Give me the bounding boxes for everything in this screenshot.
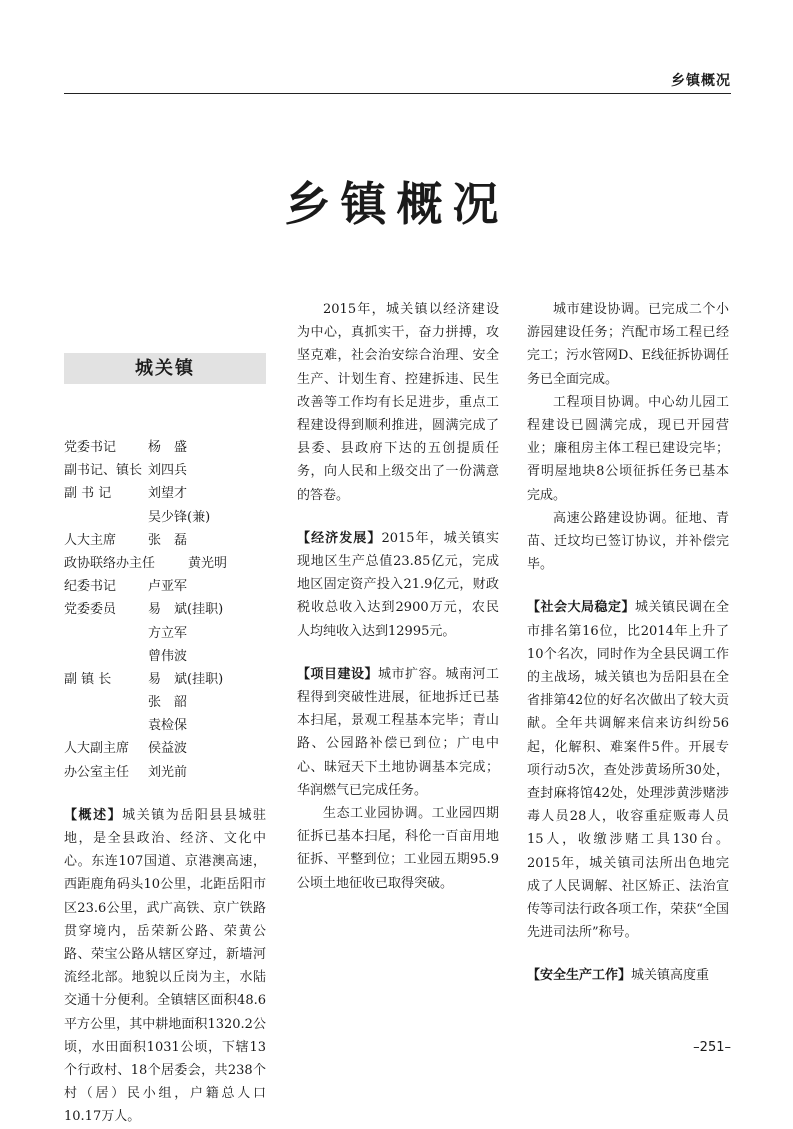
leader-row	[64, 761, 266, 784]
leader-title: 人大主席	[64, 532, 117, 548]
leader-name: 刘四兵	[148, 463, 188, 479]
leader-list	[64, 436, 266, 784]
leader-row	[64, 506, 266, 529]
economy-tag: 【经济发展】	[297, 530, 382, 546]
projects-paragraph	[297, 663, 499, 802]
leader-name: 杨 盛	[148, 440, 188, 455]
leader-row	[64, 714, 266, 737]
safety-paragraph	[527, 964, 729, 987]
leader-title	[64, 622, 148, 645]
leader-row	[64, 645, 266, 668]
leader-title	[64, 506, 148, 529]
leader-name: 方立军	[148, 625, 188, 641]
economy-paragraph	[297, 527, 499, 643]
page-title: 乡镇概况	[284, 177, 509, 231]
leader-title: 纪委书记	[64, 579, 117, 595]
leader-title: 人大副主席	[64, 741, 130, 757]
leader-row	[64, 482, 266, 505]
industrial-park-paragraph: 生态工业园协调。工业园四期征拆已基本扫尾，科伦一百亩用地征拆、平整到位；工业园五期95.9公顷土地征收已取得突破。	[297, 806, 499, 891]
leader-row	[64, 529, 266, 552]
leader-row	[64, 436, 266, 459]
leader-name: 卢亚军	[148, 579, 188, 595]
overview-text: 城关镇为岳阳县县城驻地，是全县政治、经济、文化中心。东连107国道、京港澳高速，西距鹿角码头10公里，北距岳阳市区23.6公里，武广高铁、京广铁路贯穿境内，岳荣新公路、荣黄公路、荣宝公路从辖区穿过，新墙河流经北部。地貌以丘岗为主，水陆交通十分便利。全镇辖区面积48.6平方公里，其中耕地面积1320.2公顷，水田面积1031公顷，下辖13个行政村、18个居委会，共238个村（居）民小组，户籍总人口10.17万人。	[64, 807, 266, 1125]
running-header: 乡镇概况	[671, 73, 731, 89]
leader-row	[64, 691, 266, 714]
stability-text: 城关镇民调在全市排名第16位，比2014年上升了10个名次，同时作为全县民调工作的主战场，城关镇也为岳阳县在全省排第42位的好名次做出了较大贡献。全年共调解来信来访纠纷56起，化解积、难案件5件。开展专项行动5次，查处涉黄场所30处，查封麻将馆42处，处理涉黄涉赌涉毒人员28人，收容重症贩毒人员15人，收缴涉赌工具130台。2015年，城关镇司法所出色地完成了人民调解、社区矫正、法治宣传等司法行政各项工作，荣获“全国先进司法所”称号。	[527, 600, 729, 941]
expressway-paragraph: 高速公路建设协调。征地、青苗、迁坟均已签订协议，并补偿完毕。	[527, 510, 729, 573]
leader-row	[64, 622, 266, 645]
leader-row	[64, 598, 266, 621]
safety-text: 城关镇高度重	[631, 968, 710, 984]
projects-text: 城市扩容。城南河工程得到突破性进展，征地拆迁已基本扫尾，景观工程基本完毕；青山路、公园路补偿已到位；广电中心、昧冠天下土地协调基本完成；华润燃气已完成任务。	[297, 666, 499, 798]
leader-title	[64, 645, 148, 668]
overview-paragraph	[64, 804, 266, 1129]
economy-text: 2015年，城关镇实现地区生产总值23.85亿元，完成地区固定资产投入21.9亿元，财政税收总收入达到2900万元，农民人均纯收入达到12995元。	[297, 530, 499, 639]
leader-title: 党委委员	[64, 602, 117, 618]
leader-row	[64, 459, 266, 482]
leader-name: 刘望才	[148, 486, 188, 502]
leader-name: 易 斌(挂职)	[148, 602, 224, 618]
summary-paragraph: 2015年，城关镇以经济建设为中心，真抓实干，奋力拼搏，攻坚克难，社会治安综合治理、安全生产、计划生育、控建拆违、民生改善等工作均有长足进步，重点工程建设得到顺利推进，圆满完成了县委、县政府下达的五创提质任务，向人民和上级交出了一份满意的答卷。	[297, 302, 499, 503]
page-number: –251–	[693, 1040, 731, 1055]
leader-title	[64, 691, 148, 714]
leader-name: 刘光前	[148, 764, 188, 780]
leader-row	[64, 552, 266, 575]
projects-tag: 【项目建设】	[297, 666, 378, 682]
header-divider	[64, 93, 731, 94]
column-middle	[297, 298, 499, 895]
stability-paragraph	[527, 596, 729, 944]
engineering-projects-paragraph: 工程项目协调。中心幼儿园工程建设已圆满完成，现已开园营业；廉租房主体工程已建设完毕；胥明屋地块8公顷征拆任务已基本完成。	[527, 394, 729, 503]
overview-tag: 【概述】	[64, 807, 123, 823]
leader-name: 张 磊	[148, 532, 188, 548]
leader-title	[64, 714, 148, 737]
leader-title: 政协联络办主任	[64, 555, 156, 571]
safety-tag: 【安全生产工作】	[527, 968, 632, 984]
leader-name: 张 韶	[148, 695, 188, 711]
leader-name: 吴少锋(兼)	[148, 509, 211, 525]
urban-construction-paragraph: 城市建设协调。已完成二个小游园建设任务；汽配市场工程已经完工；污水管网D、E线征拆协调任务已全面完成。	[527, 302, 729, 387]
leader-name: 袁检保	[148, 718, 188, 734]
leader-name: 曾伟波	[148, 648, 188, 664]
leader-title: 副 书 记	[64, 486, 112, 502]
leader-row	[64, 737, 266, 760]
column-left	[64, 353, 266, 1129]
leader-row	[64, 575, 266, 598]
leader-name: 黄光明	[188, 555, 228, 571]
stability-tag: 【社会大局稳定】	[527, 600, 635, 616]
section-heading: 城关镇	[64, 353, 266, 384]
leader-title: 办公室主任	[64, 764, 130, 780]
leader-name: 易 斌(挂职)	[148, 671, 224, 687]
column-right	[527, 298, 729, 988]
leader-name: 侯益波	[148, 741, 188, 757]
leader-row	[64, 668, 266, 691]
leader-title: 副书记、镇长	[64, 463, 143, 479]
leader-title: 党委书记	[64, 440, 117, 455]
leader-title: 副 镇 长	[64, 671, 112, 687]
